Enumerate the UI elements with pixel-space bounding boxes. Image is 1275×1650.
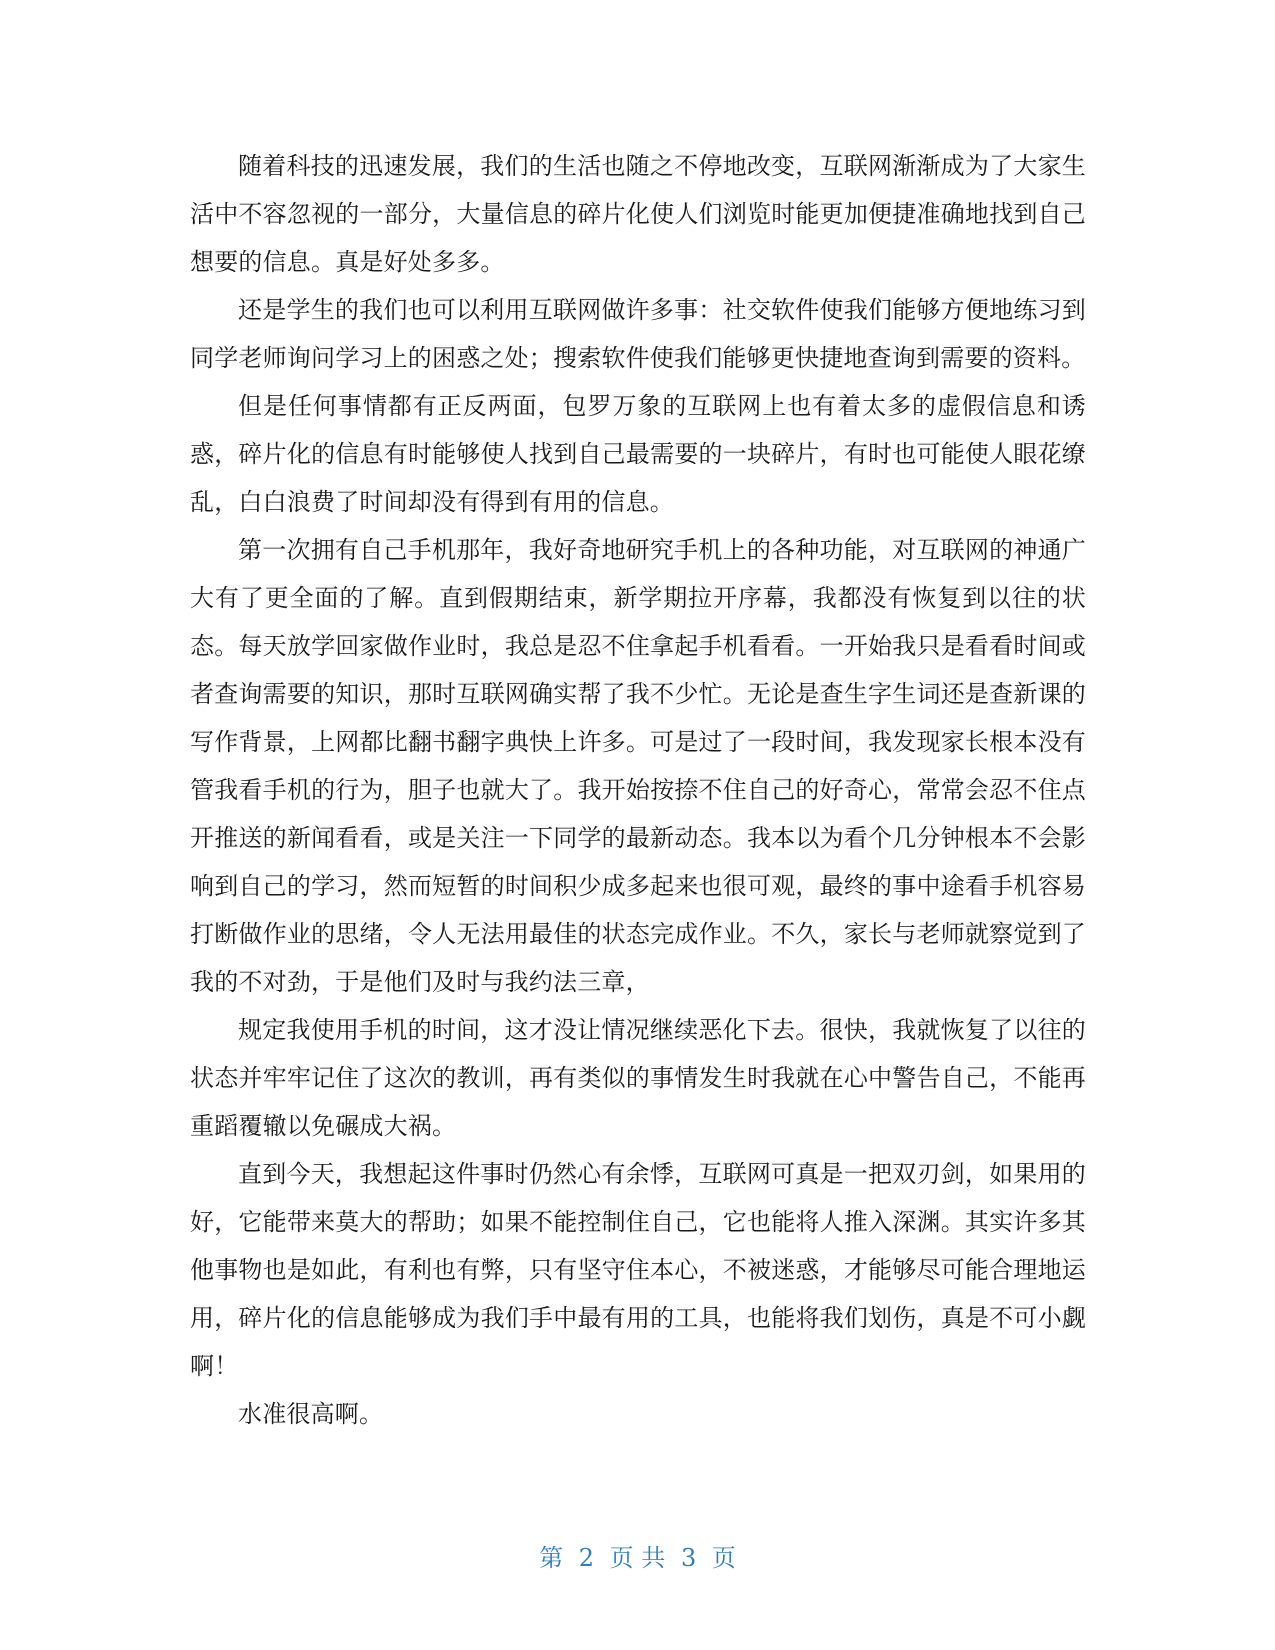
paragraph-3: 但是任何事情都有正反两面，包罗万象的互联网上也有着太多的虚假信息和诱惑，碎片化的信息有时能够使人找到自己最需要的一块碎片，有时也可能使人眼花缭乱，白白浪费了时间却没有得到有用的信息。 <box>190 392 1086 516</box>
footer-current-page: 2 <box>578 1544 595 1572</box>
paragraph-4: 第一次拥有自己手机那年，我好奇地研究手机上的各种功能，对互联网的神通广大有了更全面的了解。直到假期结束，新学期拉开序幕，我都没有恢复到以往的状态。每天放学回家做作业时，我总是忍不住拿起手机看看。一开始我只是看看时间或者查询需要的知识，那时互联网确实帮了我不少忙。无论是查生字生词还是查新课的写作背景，上网都比翻书翻字典快上许多。可是过了一段时间，我发现家长根本没有管我看手机的行为，胆子也就大了。我开始按捺不住自己的好奇心，常常会忍不住点开推送的新闻看看，或是关注一下同学的最新动态。我本以为看个几分钟根本不会影响到自己的学习，然而短暂的时间积少成多起来也很可观，最终的事中途看手机容易打断做作业的思绪，令人无法用最佳的状态完成作业。不久，家长与老师就察觉到了我的不对劲，于是他们及时与我约法三章， <box>190 536 1086 996</box>
paragraph-2: 还是学生的我们也可以利用互联网做许多事：社交软件使我们能够方便地练习到同学老师询问学习上的困惑之处；搜索软件使我们能够更快捷地查询到需要的资料。 <box>190 296 1086 372</box>
paragraph-7: 水准很高啊。 <box>238 1400 384 1428</box>
footer-total-pages: 3 <box>680 1544 697 1572</box>
footer-middle: 页 共 <box>609 1544 666 1572</box>
paragraph-6: 直到今天，我想起这件事时仍然心有余悸，互联网可真是一把双刃剑，如果用的好，它能带来莫大的帮助；如果不能控制住自己，它也能将人推入深渊。其实许多其他事物也是如此，有利也有弊，只有坚守住本心，不被迷惑，才能够尽可能合理地运用，碎片化的信息能够成为我们手中最有用的工具，也能将我们划伤，真是不可小觑啊！ <box>190 1160 1086 1380</box>
paragraph-1: 随着科技的迅速发展，我们的生活也随之不停地改变，互联网渐渐成为了大家生活中不容忽视的一部分，大量信息的碎片化使人们浏览时能更加便捷准确地找到自己想要的信息。真是好处多多。 <box>190 152 1086 276</box>
document-body <box>190 142 1086 1438</box>
footer-prefix: 第 <box>539 1544 564 1572</box>
page-footer <box>0 1538 1275 1573</box>
paragraph-5: 规定我使用手机的时间，这才没让情况继续恶化下去。很快，我就恢复了以往的状态并牢牢记住了这次的教训，再有类似的事情发生时我就在心中警告自己，不能再重蹈覆辙以免碾成大祸。 <box>190 1016 1086 1140</box>
footer-suffix: 页 <box>711 1544 736 1572</box>
